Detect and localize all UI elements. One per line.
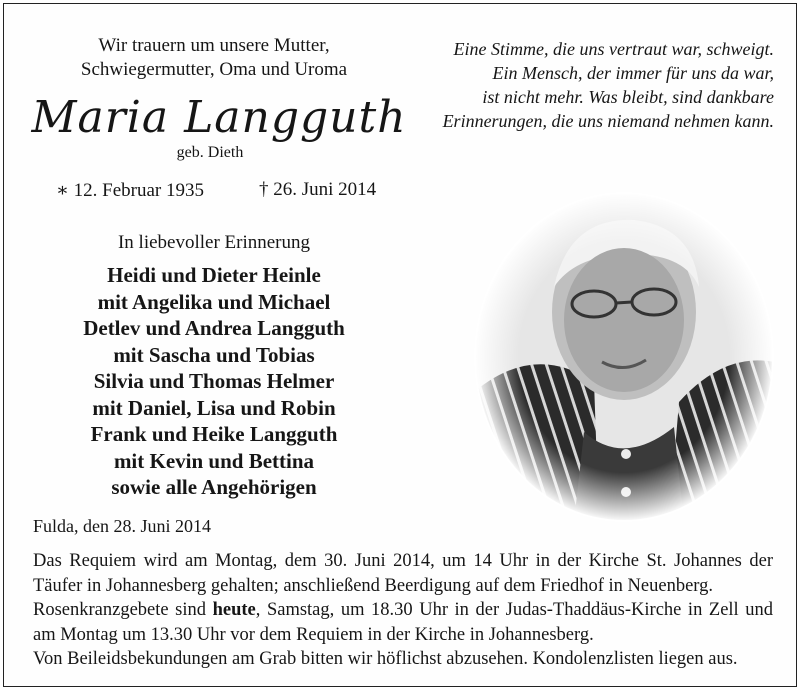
rosary-text: Rosenkranzgebete sind	[33, 600, 213, 620]
poem-line: Eine Stimme, die uns vertraut war, schweigt.	[453, 39, 774, 59]
obituary-notice	[3, 3, 797, 687]
rosary-day: heute	[212, 600, 256, 620]
mourner-line: Frank und Heike Langguth	[90, 422, 338, 446]
mourner-line: mit Daniel, Lisa und Robin	[92, 395, 336, 420]
place-and-date: Fulda, den 28. Juni 2014	[33, 516, 211, 536]
rosary-paragraph	[33, 598, 773, 647]
funeral-details	[33, 549, 773, 672]
mourner-line: mit Kevin und Bettina	[113, 448, 315, 473]
mourner-line: Heidi und Dieter Heinle	[107, 263, 321, 287]
death-date: † 26. Juni 2014	[259, 179, 377, 200]
poem-line: ist nicht mehr. Was bleibt, sind dankbare	[482, 87, 774, 107]
mourner-line: sowie alle Angehörigen	[111, 475, 317, 499]
requiem-paragraph: Das Requiem wird am Montag, dem 30. Juni 2014, um 14 Uhr in der Kirche St. Johannes der Täufer in Johannesberg gehalten; anschließend Beerdigung auf dem Friedhof in Neuenberg.	[33, 551, 773, 596]
intro-text	[4, 34, 424, 82]
born-name: geb. Dieth	[176, 144, 244, 161]
mourners-list	[4, 262, 424, 501]
memory-heading: In liebevoller Erinnerung	[117, 232, 311, 253]
intro-line: Wir trauern um unsere Mutter,	[98, 35, 330, 56]
intro-line: Schwiegermutter, Oma und Uroma	[80, 59, 348, 80]
poem	[424, 37, 774, 133]
deceased-name: Maria Langguth	[31, 92, 407, 143]
rosary-text: , Samstag, um 18.30 Uhr in der Judas-Thaddäus-Kirche in Zell und am Montag um 13.30 Uhr vor dem Requiem in der Kirche in Johannesberg.	[33, 600, 773, 645]
portrait-photo	[474, 192, 774, 522]
mourner-line: mit Sascha und Tobias	[113, 342, 315, 367]
poem-line: Erinnerungen, die uns niemand nehmen kann.	[442, 111, 774, 131]
birth-date: ∗ 12. Februar 1935	[56, 180, 205, 201]
poem-line: Ein Mensch, der immer für uns da war,	[492, 63, 774, 83]
mourner-line: Detlev und Andrea Langguth	[83, 316, 345, 340]
mourner-line: mit Angelika und Michael	[97, 289, 331, 314]
condolences-paragraph: Von Beileidsbekundungen am Grab bitten wir höflichst abzusehen. Kondolenzlisten liegen aus.	[33, 649, 738, 669]
mourner-line: Silvia und Thomas Helmer	[93, 369, 335, 393]
